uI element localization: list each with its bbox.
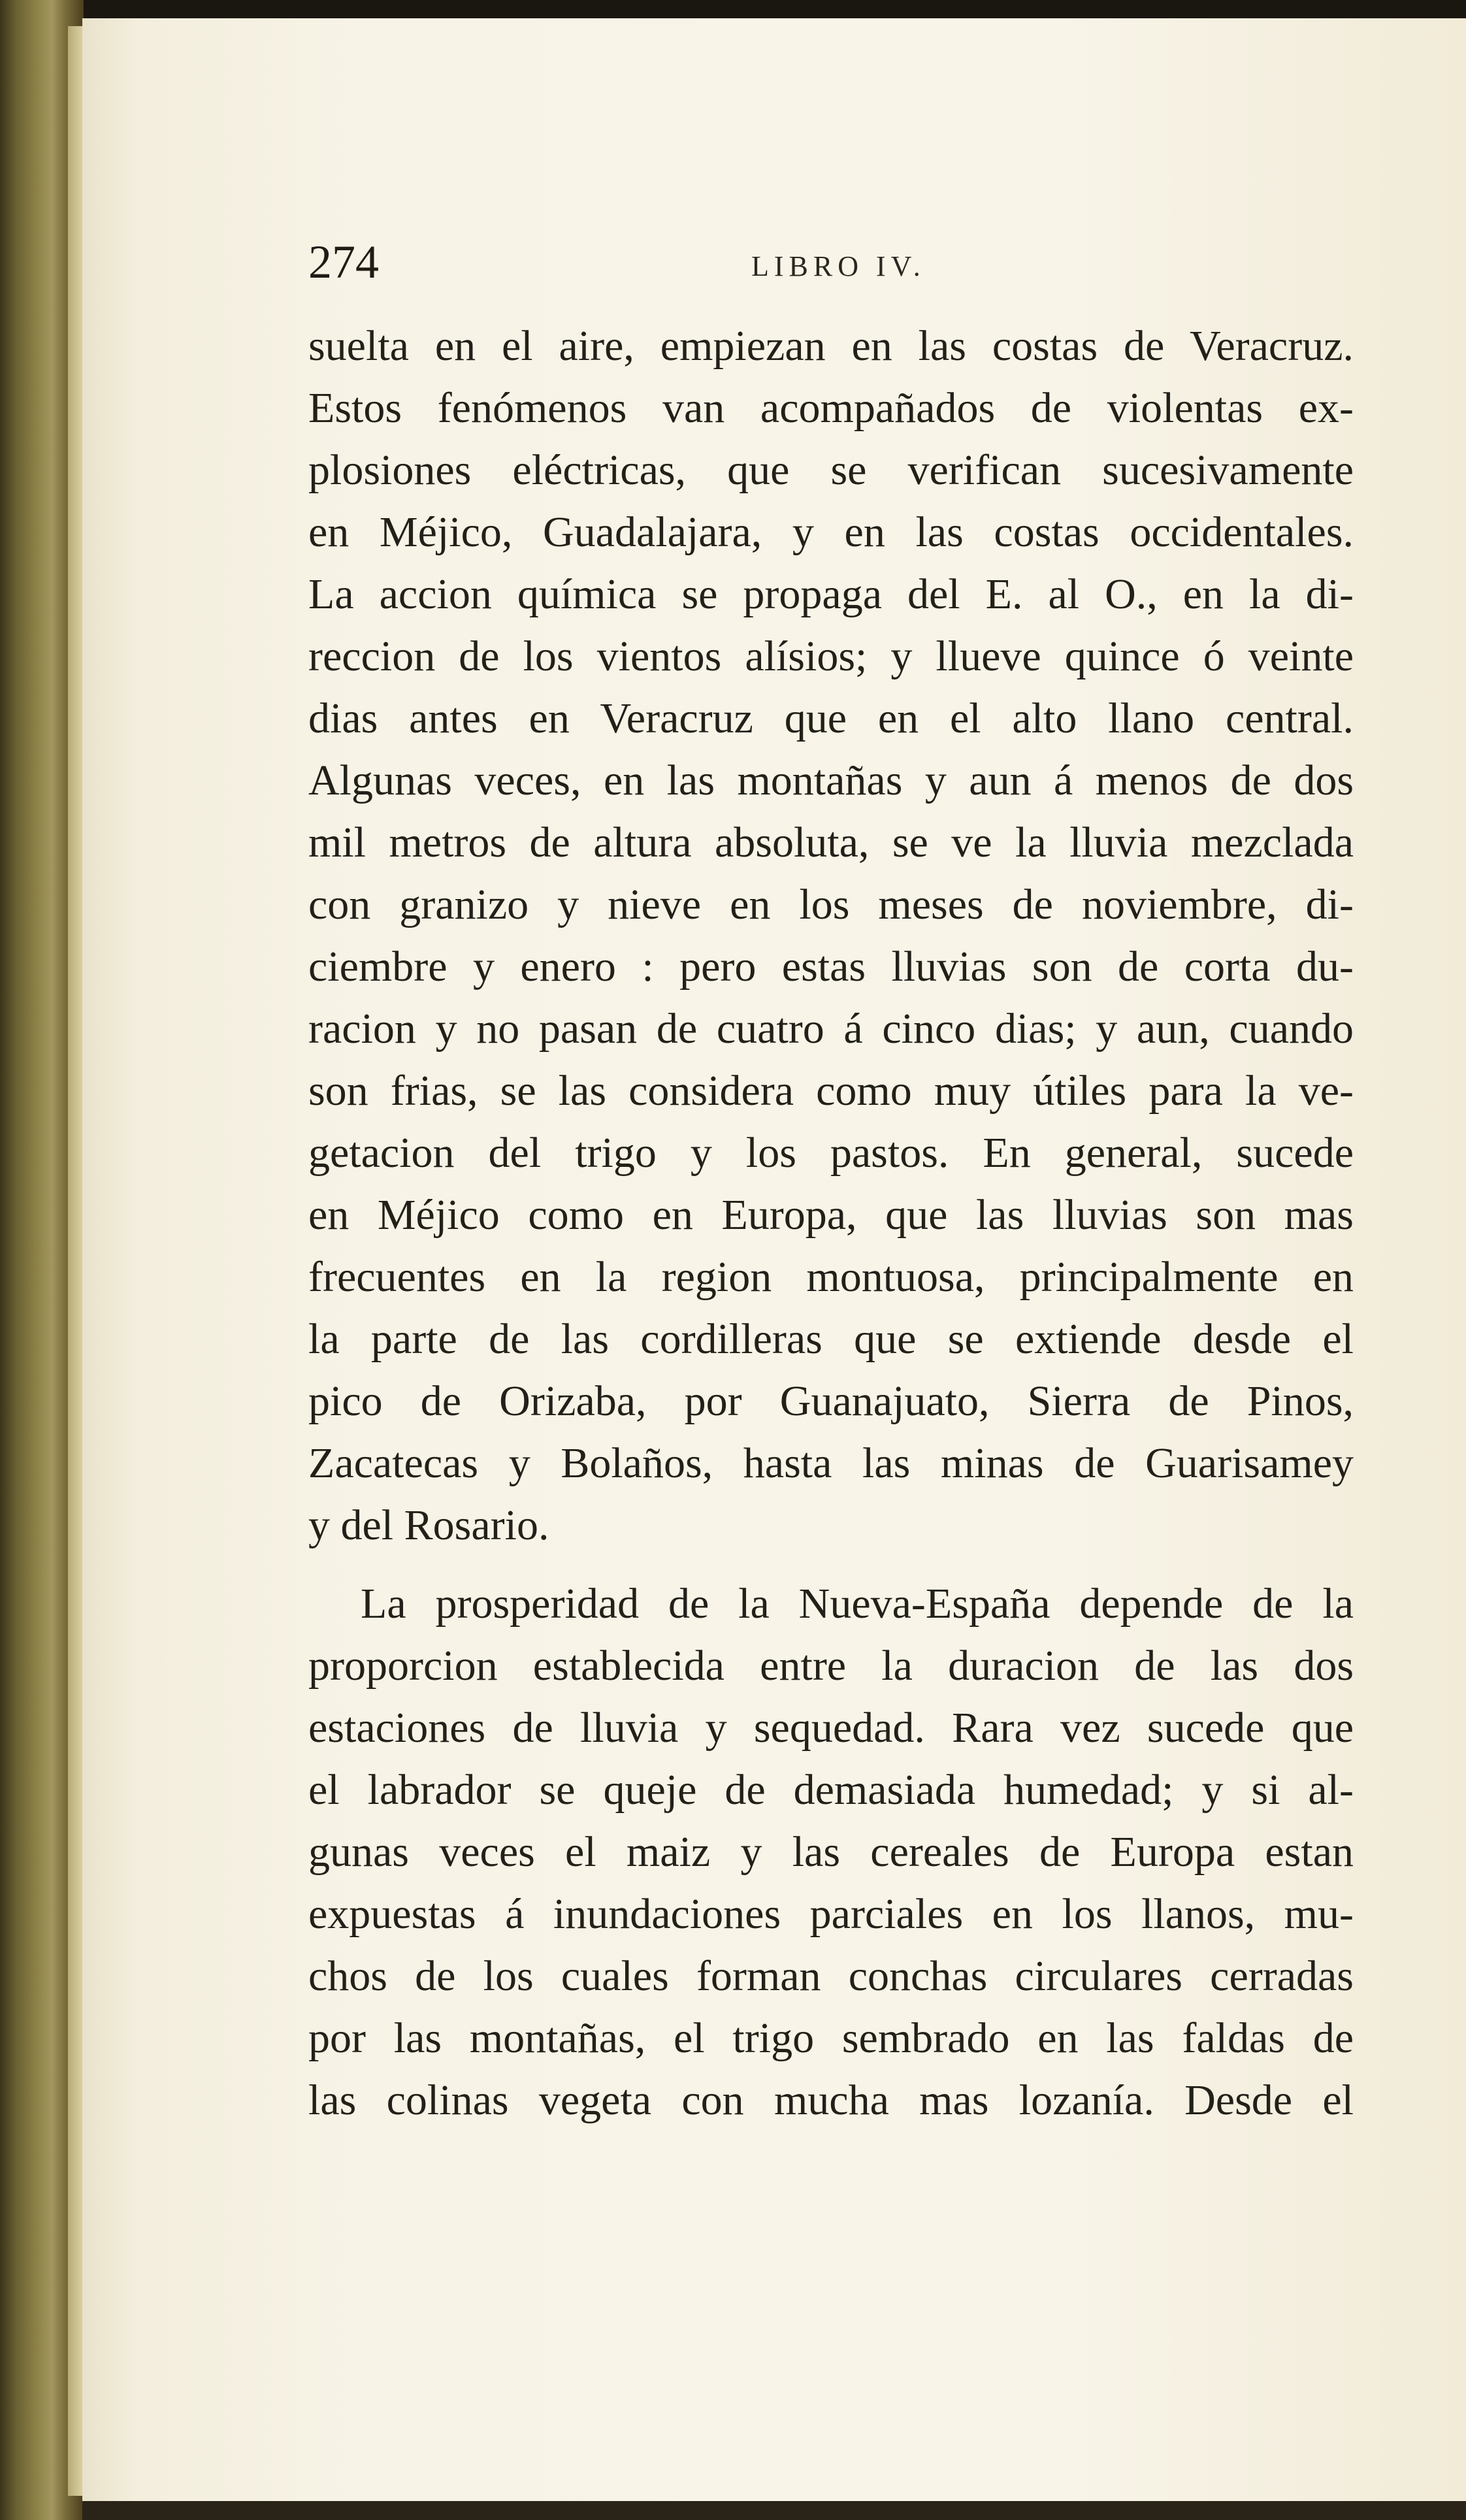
page-number: 274 — [308, 236, 379, 288]
text-line: la parte de las cordilleras que se extiende desde el — [308, 1315, 1354, 1363]
text-line: plosiones eléctricas, que se verifican sucesivamente — [308, 446, 1354, 494]
text-line: pico de Orizaba, por Guanajuato, Sierra de Pinos, — [308, 1377, 1354, 1425]
text-line: ciembre y enero : pero estas lluvias son de corta du- — [308, 943, 1354, 990]
page-top-edge — [0, 0, 1466, 18]
text-line: proporcion establecida entre la duracion de las dos — [308, 1642, 1354, 1690]
text-line: chos de los cuales forman conchas circulares cerradas — [308, 1952, 1354, 2000]
text-line: mil metros de altura absoluta, se ve la lluvia mezclada — [308, 819, 1354, 866]
text-line: son frias, se las considera como muy útiles para la ve- — [308, 1067, 1354, 1115]
text-line: La accion química se propaga del E. al O., en la di- — [308, 570, 1354, 618]
text-line: getacion del trigo y los pastos. En general, sucede — [308, 1129, 1354, 1177]
text-line: Algunas veces, en las montañas y aun á menos de dos — [308, 757, 1354, 804]
text-line: gunas veces el maiz y las cereales de Europa estan — [308, 1828, 1354, 1876]
text-line: expuestas á inundaciones parciales en los llanos, mu- — [308, 1890, 1354, 1938]
page-bottom-edge — [82, 2501, 1466, 2520]
text-line: y del Rosario. — [308, 1501, 549, 1549]
text-line: Estos fenómenos van acompañados de violentas ex- — [308, 384, 1354, 432]
text-line: en Méjico, Guadalajara, y en las costas occidentales. — [308, 508, 1354, 556]
running-head: LIBRO IV. — [751, 250, 926, 282]
text-line: frecuentes en la region montuosa, principalmente en — [308, 1253, 1354, 1301]
text-line: La prosperidad de la Nueva-España depende de la — [361, 1580, 1354, 1628]
text-line: Zacatecas y Bolaños, hasta las minas de Guarisamey — [308, 1439, 1354, 1487]
text-line: con granizo y nieve en los meses de noviembre, di- — [308, 881, 1354, 928]
text-line: en Méjico como en Europa, que las lluvias son mas — [308, 1191, 1354, 1239]
text-line: reccion de los vientos alísios; y llueve quince ó veinte — [308, 632, 1354, 680]
text-line: suelta en el aire, empiezan en las costas de Veracruz. — [308, 322, 1354, 370]
text-line: dias antes en Veracruz que en el alto llano central. — [308, 695, 1354, 742]
text-line: estaciones de lluvia y sequedad. Rara vez sucede que — [308, 1704, 1354, 1752]
text-line: las colinas vegeta con mucha mas lozanía. Desde el — [308, 2076, 1354, 2124]
text-line: por las montañas, el trigo sembrado en las faldas de — [308, 2014, 1354, 2062]
binding-strip — [68, 26, 82, 2496]
text-line: racion y no pasan de cuatro á cinco dias; y aun, cuando — [308, 1005, 1354, 1053]
text-line: el labrador se queje de demasiada humedad; y si al- — [308, 1766, 1354, 1814]
